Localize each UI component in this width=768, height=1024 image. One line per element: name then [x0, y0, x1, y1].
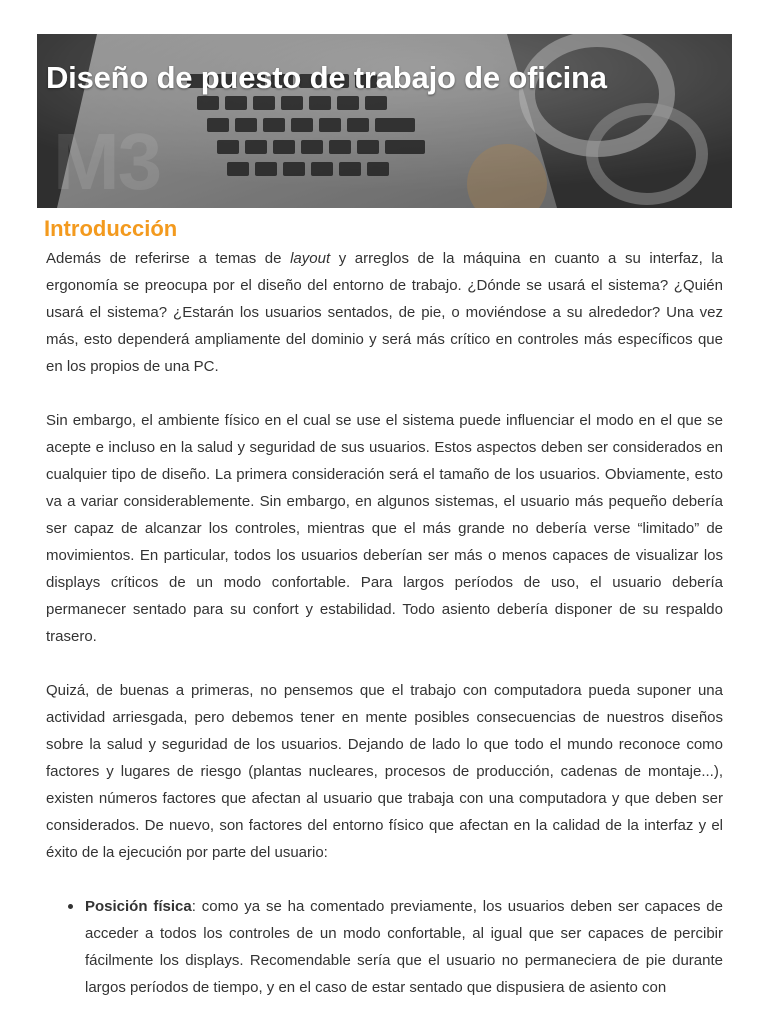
section-heading: Introducción: [44, 216, 178, 241]
factor-list: [46, 893, 723, 1001]
article-body: [46, 245, 723, 1001]
page-title: Diseño de puesto de trabajo de oficina: [46, 60, 607, 95]
list-item-text: : como ya se ha comentado previamente, los usuarios deben ser capaces de acceder a todos los controles de un modo confortable, al igual que ser capaces de percibir fácilmente los displays. Recomendable sería que el usuario no permaneciera de pie durante largos períodos de tiempo, y en el caso de estar sentado que dispusiera de asiento con: [85, 898, 723, 996]
paragraph-1-text-b: y arreglos de la máquina en cuanto a su interfaz, la ergonomía se preocupa por el diseño del entorno de trabajo. ¿Dónde se usará el sistema? ¿Quién usará el sistema? ¿Estarán los usuarios sentados, de pie, o moviéndose a su alrededor? Una vez más, esto dependerá ampliamente del dominio y será más crítico en controles más específicos que en los propios de una PC.: [46, 250, 723, 375]
header-banner: [37, 34, 732, 208]
list-item: [85, 893, 723, 1001]
paragraph-1-italic: layout: [290, 250, 331, 267]
paragraph-1-text-a: Además de referirse a temas de: [46, 250, 291, 267]
bullet-icon: [68, 904, 73, 909]
list-item-term: Posición física: [85, 898, 192, 915]
paragraph-1: [46, 245, 723, 380]
paragraph-3: Quizá, de buenas a primeras, no pensemos que el trabajo con computadora pueda suponer una actividad arriesgada, pero debemos tener en mente posibles consecuencias de nuestros diseños sobre la salud y seguridad de los usuarios. Dejando de lado lo que todo el mundo reconoce como factores y lugares de riesgo (plantas nucleares, procesos de producción, cadenas de montaje...), existen números factores que afectan al usuario que trabaja con una computadora y que deben ser considerados. De nuevo, son factores del entorno físico que afectan en la calidad de la interfaz y el éxito de la ejecución por parte del usuario:: [46, 682, 723, 861]
paragraph-2: Sin embargo, el ambiente físico en el cual se use el sistema puede influenciar el modo en el que se acepte e incluso en la salud y seguridad de sus usuarios. Estos aspectos deben ser considerados en cualquier tipo de diseño. La primera consideración será el tamaño de los usuarios. Obviamente, esto va a variar considerablemente. Sin embargo, en algunos sistemas, el usuario más pequeño debería ser capaz de alcanzar los controles, mientras que el más grande no debería verse “limitado” de movimientos. En particular, todos los usuarios deberían ser más o menos capaces de visualizar los displays críticos de un modo confortable. Para largos períodos de uso, el usuario debería permanecer sentado para su confort y estabilidad. Todo asiento debería disponer de su respaldo trasero.: [46, 412, 723, 645]
module-watermark: M3: [53, 117, 161, 206]
